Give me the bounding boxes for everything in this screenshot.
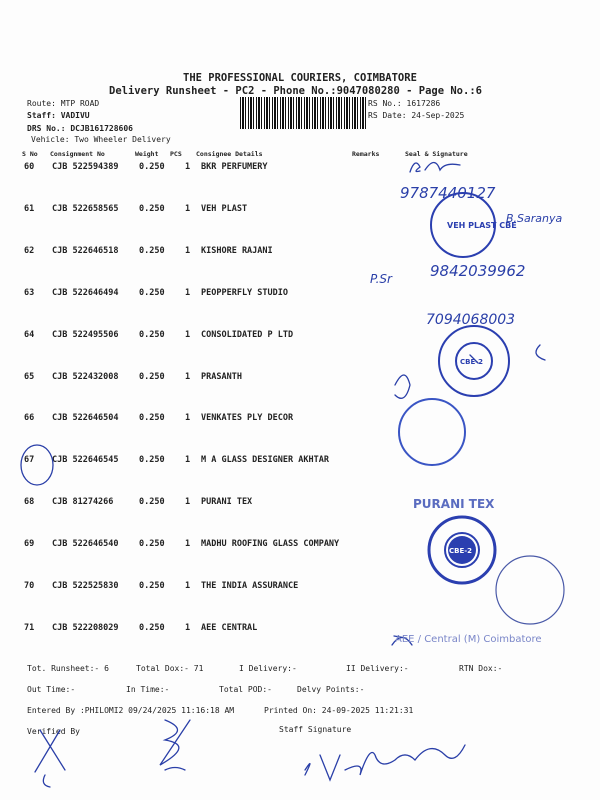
cell-cn: CJB 522495506: [52, 329, 119, 340]
cell-wt: 0.250: [139, 581, 165, 591]
cell-name: MADHU ROOFING GLASS COMPANY: [201, 539, 340, 550]
stamp-text-purani: PURANI TEX: [413, 497, 495, 511]
rtn-dox: RTN Dox:-: [459, 664, 503, 673]
total-pod: Total POD:-: [219, 685, 272, 694]
rs-no: RS No.: 1617286: [368, 99, 441, 108]
col-pcs: PCS: [170, 150, 182, 158]
staff-signature: [305, 745, 465, 780]
cell-name: KISHORE RAJANI: [201, 245, 273, 256]
col-remarks: Remarks: [352, 150, 380, 158]
handwritten-scribble: P.Sr: [370, 272, 392, 286]
col-consignment: Consignment No: [50, 150, 105, 158]
handwritten-phone-2: 9842039962: [430, 262, 526, 280]
handwritten-phone-1: 9787440127: [400, 184, 496, 202]
col-seal: Seal & Signature: [405, 150, 468, 158]
delvy-points: Delvy Points:-: [297, 685, 365, 694]
col-consignee: Consignee Details: [196, 150, 263, 158]
cell-name: AEE CENTRAL: [201, 622, 258, 633]
signature-64-65: [395, 345, 545, 398]
verifier-signature-1: [35, 730, 65, 787]
cell-sno: 64: [24, 329, 35, 340]
cell-sno: 67: [24, 455, 35, 466]
cell-wt: 0.250: [139, 203, 165, 214]
total-dox: Total Dox:- 71: [136, 664, 204, 673]
cell-sno: 65: [24, 371, 35, 382]
cell-sno: 63: [24, 287, 35, 298]
cell-pcs: 1: [185, 413, 191, 424]
runsheet-title: Delivery Runsheet - PC2 - Phone No.:9047080280 - Page No.:6: [109, 85, 482, 97]
cell-sno: 70: [24, 581, 35, 591]
cell-sno: 71: [24, 622, 35, 633]
route: Route: MTP ROAD: [27, 99, 100, 108]
cell-sno: 61: [24, 203, 35, 214]
cell-cn: CJB 522646545: [52, 455, 119, 466]
cell-pcs: 1: [185, 329, 191, 340]
cell-cn: CJB 522208029: [52, 622, 119, 633]
cell-pcs: 1: [185, 581, 191, 591]
stamp-india-assurance: [496, 556, 564, 624]
in-time: In Time:-: [126, 685, 170, 694]
cell-cn: CJB 522432008: [52, 371, 119, 382]
staff: Staff: VADIVU: [27, 111, 90, 120]
cell-pcs: 1: [185, 622, 191, 633]
cell-name: M A GLASS DESIGNER AKHTAR: [201, 455, 329, 466]
cell-name: PRASANTH: [201, 371, 242, 382]
cell-sno: 66: [24, 413, 35, 424]
cell-cn: CJB 81274266: [52, 497, 114, 508]
cell-name: PEOPPERFLY STUDIO: [201, 287, 288, 298]
cell-wt: 0.250: [139, 162, 165, 172]
cell-cn: CJB 522594389: [52, 162, 119, 172]
cell-pcs: 1: [185, 371, 191, 382]
cell-sno: 68: [24, 497, 35, 508]
circle-mark-67: [21, 445, 53, 485]
cell-name: PURANI TEX: [201, 497, 253, 508]
cell-pcs: 1: [185, 497, 191, 508]
vehicle: Vehicle: Two Wheeler Delivery: [31, 135, 171, 144]
stamp-text-2: CBE-2: [460, 358, 484, 366]
out-time: Out Time:-: [27, 685, 76, 694]
cell-name: VENKATES PLY DECOR: [201, 413, 294, 424]
drs-no: DRS No.: DCJB161728606: [27, 124, 133, 133]
cell-pcs: 1: [185, 287, 191, 298]
cell-pcs: 1: [185, 455, 191, 466]
printed-on: Printed On: 24-09-2025 11:21:31: [264, 706, 414, 715]
cell-pcs: 1: [185, 245, 191, 256]
cell-cn: CJB 522646494: [52, 287, 119, 298]
cell-wt: 0.250: [139, 329, 165, 340]
stamp-venkatesh-ply: [399, 399, 465, 465]
cell-wt: 0.250: [139, 622, 165, 633]
cell-wt: 0.250: [139, 497, 165, 508]
company-name: THE PROFESSIONAL COURIERS, COIMBATORE: [183, 72, 417, 84]
cell-pcs: 1: [185, 162, 191, 172]
ii-delivery: II Delivery:-: [346, 664, 409, 673]
cell-name: THE INDIA ASSURANCE: [201, 581, 299, 591]
cell-pcs: 1: [185, 203, 191, 214]
cell-wt: 0.250: [139, 245, 165, 256]
col-weight: Weight: [135, 150, 159, 158]
cell-wt: 0.250: [139, 287, 165, 298]
cell-sno: 62: [24, 245, 35, 256]
cell-cn: CJB 522658565: [52, 203, 119, 214]
cell-name: VEH PLAST: [201, 203, 248, 214]
signature-60: [410, 163, 460, 173]
cell-cn: CJB 522646504: [52, 413, 119, 424]
stamp-text-madhu: CBE-2: [449, 547, 473, 555]
cell-name: BKR PERFUMERY: [201, 162, 268, 172]
verifier-signature-2: [160, 720, 190, 770]
cell-cn: CJB 522646518: [52, 245, 119, 256]
cell-wt: 0.250: [139, 455, 165, 466]
verified-by: Verified By: [27, 727, 80, 736]
cell-sno: 60: [24, 162, 35, 172]
cell-cn: CJB 522525830: [52, 581, 119, 591]
staff-signature-label: Staff Signature: [279, 725, 352, 734]
handwritten-name: B.Saranya: [506, 212, 563, 225]
stamp-text-1: VEH PLAST CBE: [447, 221, 517, 230]
cell-wt: 0.250: [139, 413, 165, 424]
entered-by: Entered By :PHILOMI2 09/24/2025 11:16:18 AM: [27, 706, 235, 715]
i-delivery: I Delivery:-: [239, 664, 297, 673]
cell-wt: 0.250: [139, 539, 165, 550]
rs-date: RS Date: 24-Sep-2025: [368, 111, 465, 120]
stamp-text-aee: AEE / Central (M) Coimbatore: [395, 634, 542, 645]
cell-wt: 0.250: [139, 371, 165, 382]
tot-runsheet: Tot. Runsheet:- 6: [27, 664, 109, 673]
col-sno: S No: [22, 150, 38, 158]
handwritten-phone-3: 7094068003: [426, 312, 516, 328]
cell-pcs: 1: [185, 539, 191, 550]
cell-name: CONSOLIDATED P LTD: [201, 329, 294, 340]
cell-cn: CJB 522646540: [52, 539, 119, 550]
cell-sno: 69: [24, 539, 35, 550]
